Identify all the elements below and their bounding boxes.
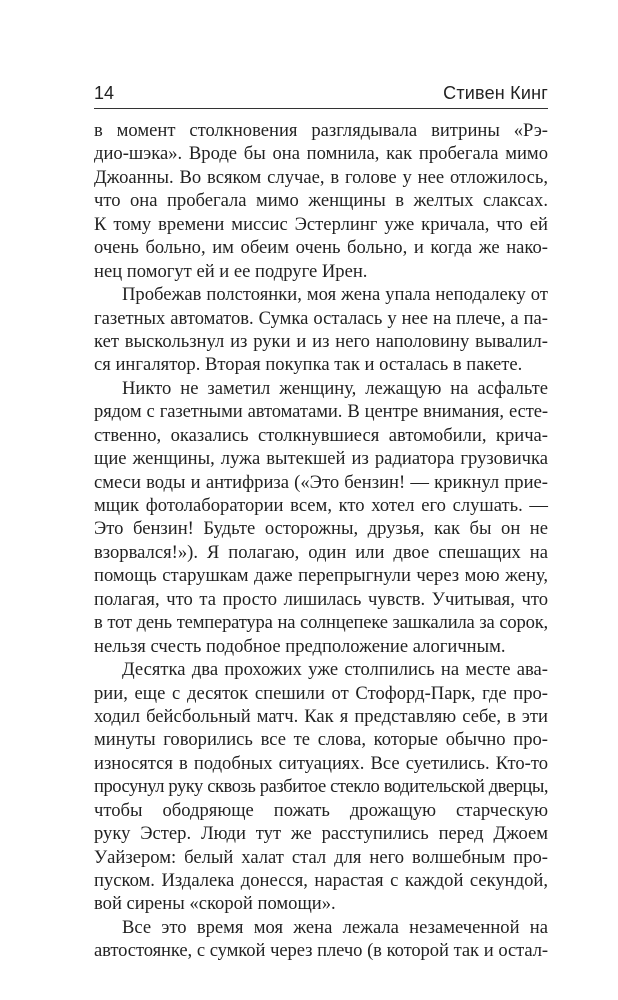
header-rule [94, 108, 548, 109]
text-line: Джоанны. Во всяком случае, в голове у нее отложилось, [94, 166, 548, 188]
text-line: вой сирены «скорой помощи». [94, 893, 336, 915]
text-line: Все это время моя жена лежала незамеченной на [122, 916, 548, 938]
text-line: Пробежав полстоянки, моя жена упала неподалеку от [122, 284, 548, 306]
text-line: мщик фотолаборатории всем, кто хотел его слушать. — [94, 495, 548, 516]
text-line: пуском. Издалека донесся, нарастая с каждой секундой, [94, 870, 548, 891]
text-line: К тому времени миссис Эстерлинг уже кричала, что ей [94, 213, 548, 235]
text-line: помощь старушкам даже перепрыгнули через мою жену, [94, 565, 548, 587]
text-line: очень больно, им обеим очень больно, и когда же нако- [94, 237, 548, 259]
text-line: Десятка два прохожих уже столпились на месте ава- [122, 659, 548, 681]
text-line: ходил бейсбольный матч. Как я представляю себе, в эти [94, 705, 548, 727]
text-line: Уайзером: белый халат стал для него волшебным про- [94, 846, 548, 868]
book-page [94, 0, 548, 1000]
text-line: в тот день температура на солнцепеке зашкалила за сорок, [94, 612, 548, 634]
text-line: что она пробегала мимо женщины в желтых слаксах. [94, 190, 548, 212]
page-number: 14 [94, 83, 115, 103]
text-line: просунул руку сквозь разбитое стекло водительской дверцы, [94, 776, 548, 798]
text-line: Никто не заметил женщину, лежащую на асфальте [122, 377, 548, 399]
text-line: минуты говорились все те слова, которые обычно про- [94, 729, 548, 751]
text-line: смеси воды и антифриза («Это бензин! — крикнул прие- [94, 471, 548, 493]
text-line: кет выскользнул из руки и из него наполовину вывалил- [94, 330, 548, 352]
text-line: рии, еще с десяток спешили от Стофорд-Парк, где про- [94, 682, 548, 704]
text-line: рядом с газетными автоматами. В центре внимания, есте- [94, 401, 548, 423]
text-line: нельзя счесть подобное предположение алогичным. [94, 635, 506, 657]
body-text [94, 119, 548, 963]
text-line: щие женщины, лужа вытекшей из радиатора грузовичка [94, 448, 548, 470]
text-line: полагая, что та просто лишилась чувств. Учитывая, что [94, 588, 548, 610]
text-line: автостоянке, с сумкой через плечо (в которой так и остал- [94, 940, 548, 962]
text-line: руку Эстер. Люди тут же расступились перед Джоем [94, 823, 548, 845]
text-line: чтобы ободряюще пожать дрожащую старческую [94, 799, 548, 821]
page-header [94, 82, 548, 104]
text-line: износятся в подобных ситуациях. Все суетились. Кто-то [94, 752, 548, 774]
text-line: взорвался!»). Я полагаю, один или двое спешащих на [94, 541, 548, 563]
text-line: нец помогут ей и ее подруге Ирен. [94, 260, 368, 282]
text-line: в момент столкновения разглядывала витрины «Рэ- [94, 120, 548, 141]
text-line: газетных автоматов. Сумка осталась у нее на плече, а па- [94, 307, 548, 329]
text-line: Это бензин! Будьте осторожны, друзья, как бы он не [94, 518, 548, 540]
text-line: ственно, оказались столкнувшиеся автомобили, крича- [94, 424, 548, 446]
text-line: дио-шэка». Вроде бы она помнила, как пробегала мимо [94, 143, 548, 165]
running-title: Стивен Кинг [443, 83, 548, 103]
text-line: ся ингалятор. Вторая покупка так и осталась в пакете. [94, 354, 523, 376]
